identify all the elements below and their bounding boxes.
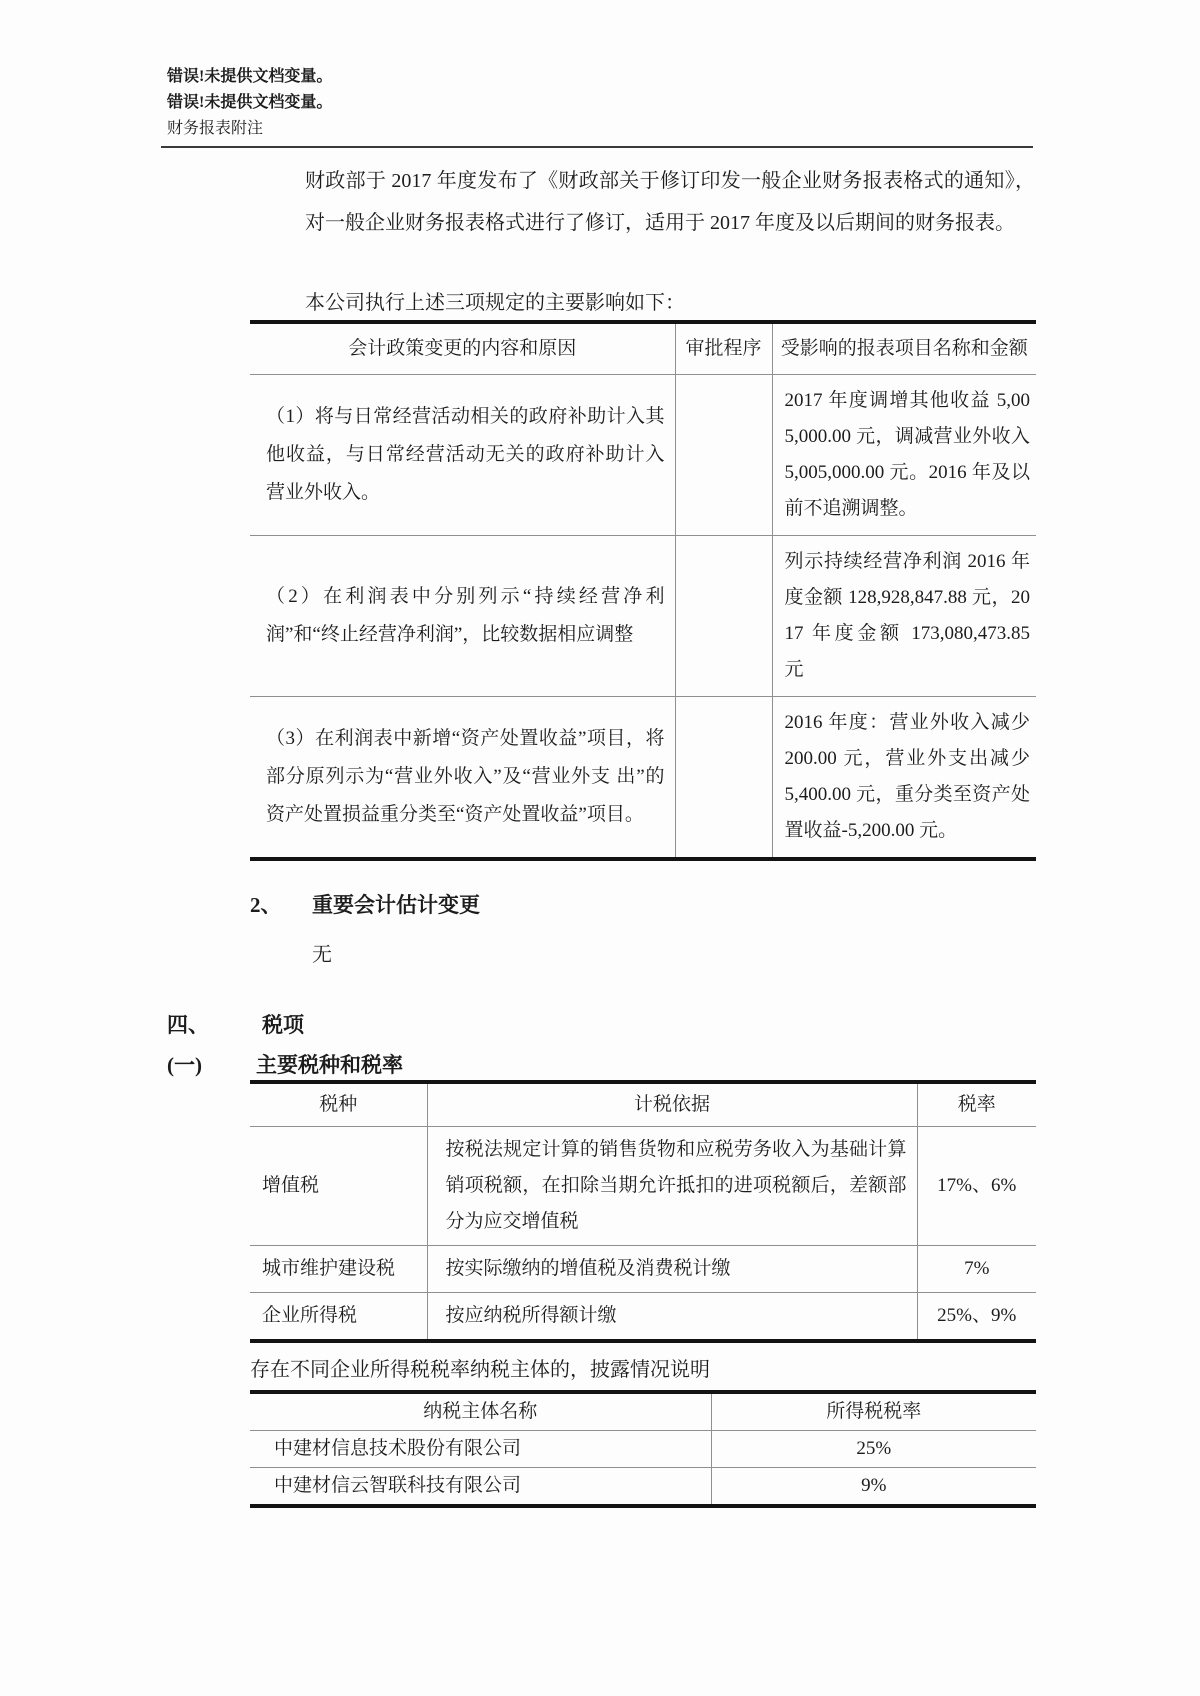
tax-row2-rate: 7% [917,1246,1036,1293]
tax-row1-rate: 17%、6% [917,1127,1036,1246]
tax-row1-basis: 按税法规定计算的销售货物和应税劳务收入为基础计算销项税额，在扣除当期允许抵扣的进项税额后，差额部分为应交增值税 [427,1127,917,1246]
tax-table-row-urban [250,1246,1036,1293]
entity-col-header-rate: 所得税税率 [711,1392,1036,1431]
section-4-heading [167,1012,304,1038]
tax-col-header-type: 税种 [250,1082,427,1127]
entity-row2-name: 中建材信云智联科技有限公司 [274,1475,522,1496]
tax-table-row-vat [250,1127,1036,1246]
section-4-1-title: 主要税种和税率 [256,1053,403,1077]
section-4-1-heading [167,1052,403,1078]
section-4-title: 税项 [262,1013,304,1037]
tax-row2-type: 城市维护建设税 [250,1246,427,1293]
policy-table-header-row [250,322,1036,375]
page-header [167,64,1035,142]
policy-col-header-impact: 受影响的报表项目名称和金额 [772,322,1036,375]
intro-paragraph: 财政部于 2017 年度发布了《财政部关于修订印发一般企业财务报表格式的通知》，对一般企业财务报表格式进行了修订，适用于 2017 年度及以后期间的财务报表。 [305,170,1035,234]
section-4-number: 四、 [167,1013,209,1037]
entity-table-row-1 [250,1431,1036,1468]
section-2-heading [250,892,480,918]
entity-row2-rate: 9% [711,1468,1036,1507]
policy-change-table [250,320,1036,861]
entity-table-row-2 [250,1468,1036,1507]
policy-table-row-2 [250,536,1036,697]
header-divider-rule [161,146,1033,148]
policy-col-header-content: 会计政策变更的内容和原因 [250,322,675,375]
tax-row2-basis: 按实际缴纳的增值税及消费税计缴 [427,1246,917,1293]
header-error-line-1: 错误!未提供文档变量。 [167,68,333,85]
tax-row3-basis: 按应纳税所得额计缴 [427,1293,917,1342]
policy-row1-content: （1）将与日常经营活动相关的政府补助计入其他收益，与日常经营活动无关的政府补助计入营业外收入。 [250,375,675,536]
tax-table-header-row [250,1082,1036,1127]
policy-row1-approval [675,375,772,536]
section-2-number: 2、 [250,893,282,917]
section-2-body: 无 [312,944,332,966]
tax-col-header-basis: 计税依据 [427,1082,917,1127]
impact-lead-paragraph: 本公司执行上述三项规定的主要影响如下： [305,292,685,314]
entity-col-header-name: 纳税主体名称 [250,1392,711,1431]
policy-row1-impact: 2017 年度调增其他收益 5,005,000.00 元，调减营业外收入 5,005,000.00 元。2016 年及以前不追溯调整。 [772,375,1036,536]
tax-rate-table [250,1080,1036,1343]
policy-row2-approval [675,536,772,697]
entity-table-header-row [250,1392,1036,1431]
disclosure-note: 存在不同企业所得税税率纳税主体的，披露情况说明 [250,1359,710,1381]
header-error-line-2: 错误!未提供文档变量。 [167,94,333,111]
section-4-1-number: (一) [167,1053,202,1077]
policy-row3-approval [675,697,772,860]
section-2-title: 重要会计估计变更 [312,893,480,917]
policy-row2-impact: 列示持续经营净利润 2016 年度金额 128,928,847.88 元，2017 年度金额 173,080,473.85 元 [772,536,1036,697]
entity-rate-table [250,1390,1036,1508]
policy-table-row-1 [250,375,1036,536]
policy-row3-content: （3）在利润表中新增“资产处置收益”项目，将 部分原列示为“营业外收入”及“营业外支 出”的资产处置损益重分类至“资产处置收益”项目。 [266,728,665,825]
policy-row2-content: （2）在利润表中分别列示“持续经营净利润”和“终止经营净利润”，比较数据相应调整 [250,536,675,697]
tax-table-row-income [250,1293,1036,1342]
tax-col-header-rate: 税率 [917,1082,1036,1127]
header-doc-title: 财务报表附注 [167,120,264,137]
tax-row1-type: 增值税 [250,1127,427,1246]
policy-col-header-approval: 审批程序 [675,322,772,375]
policy-table-row-3 [250,697,1036,860]
policy-row3-impact: 2016 年度：营业外收入减少 200.00 元，营业外支出减少 5,400.00 元，重分类至资产处置收益-5,200.00 元。 [772,697,1036,860]
entity-row1-name: 中建材信息技术股份有限公司 [250,1431,711,1468]
entity-row1-rate: 25% [711,1431,1036,1468]
tax-row3-type: 企业所得税 [262,1305,358,1326]
tax-row3-rate: 25%、9% [917,1293,1036,1342]
